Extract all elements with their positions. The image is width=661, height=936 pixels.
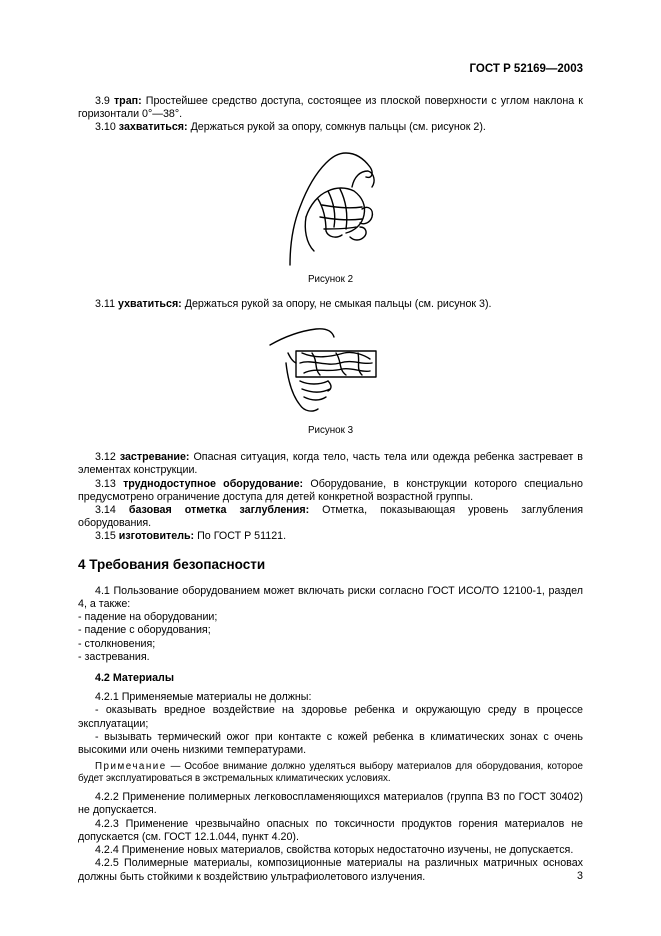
list-item: - падение на оборудовании; (78, 611, 218, 624)
term-number: 3.9 (95, 95, 110, 107)
term-title: застревание: (119, 451, 190, 464)
list-item: - вызывать термический ожог при контакте с кожей ребенка в климатических зонах с очень высокими или очень низкими температурами. (78, 730, 583, 757)
term-title: изготовитель: (118, 530, 195, 543)
term-title: захватиться: (118, 121, 188, 134)
figure-3 (78, 323, 583, 437)
list-item: - застревания. (78, 650, 150, 663)
term-title: базовая отметка заглубления: (128, 504, 310, 517)
page-number: 3 (577, 870, 583, 882)
note-label: Примечание (95, 761, 167, 773)
paragraph-4-2-4: 4.2.4 Применение новых материалов, свойства которых недостаточно изучены, не допускается. (95, 844, 574, 857)
figure-2 (78, 147, 583, 286)
term-number: 3.14 (95, 504, 116, 517)
hand-grip-closed-illustration (276, 147, 386, 267)
term-definition: Оборудование, в конструкции которого специально предусмотрено ограничение доступа для детей конкретной возрастной группы. (78, 477, 583, 503)
term-3-14 (78, 504, 583, 530)
paragraph-4-1: 4.1 Пользование оборудованием может включать риски согласно ГОСТ ИСО/ТО 12100-1, раздел 4, а также: (78, 584, 583, 611)
section-4-title: 4 Требования безопасности (78, 556, 266, 572)
term-title: трап: (113, 95, 142, 107)
standard-header: ГОСТ Р 52169—2003 (469, 63, 583, 75)
paragraph-4-2-2: 4.2.2 Применение полимерных легковоспламеняющихся материалов (группа В3 по ГОСТ 30402) не допускается. (78, 791, 583, 817)
figure-3-caption: Рисунок 3 (307, 425, 354, 437)
term-3-10 (78, 121, 583, 134)
term-definition: Опасная ситуация, когда тело, часть тела или одежда ребенка застревает в элементах конструкции. (78, 451, 583, 477)
term-3-13 (78, 478, 583, 504)
term-definition: Держаться рукой за опору, сомкнув пальцы (см. рисунок 2). (190, 121, 486, 134)
term-definition: Держаться рукой за опору, не смыкая пальцы (см. рисунок 3). (184, 297, 492, 310)
term-3-12 (78, 451, 583, 477)
term-title: ухватиться: (118, 297, 182, 310)
note-text: — Особое внимание должно уделяться выбору материалов для оборудования, которое будет эксплуатироваться в экстремальных климатических условиях. (78, 761, 583, 785)
term-number: 3.13 (95, 477, 116, 490)
hand-grip-open-illustration (266, 323, 396, 418)
term-3-9 (78, 95, 583, 121)
term-3-11 (78, 298, 583, 311)
term-3-15 (78, 530, 583, 543)
term-title: труднодоступное оборудование: (123, 477, 304, 490)
term-number: 3.11 (95, 297, 116, 310)
page-content (78, 95, 583, 884)
terms-list-2 (78, 451, 583, 543)
risk-list (78, 611, 583, 664)
note (78, 761, 583, 785)
term-definition: По ГОСТ Р 51121. (197, 530, 287, 543)
paragraph-4-2-5: 4.2.5 Полимерные материалы, композиционные материалы на различных матричных основах должны быть стойкими к воздействию ультрафиолетового излучения. (78, 857, 583, 883)
term-definition: Отметка, показывающая уровень заглубления оборудования. (78, 504, 583, 530)
list-item: - падение с оборудования; (78, 624, 211, 637)
term-number: 3.15 (95, 530, 116, 543)
term-definition: Простейшее средство доступа, состоящее из плоской поверхности с углом наклона к горизонтали 0°—38°. (78, 95, 583, 121)
list-item: - столкновения; (78, 637, 156, 650)
figure-2-caption: Рисунок 2 (307, 273, 354, 285)
paragraph-4-2-3: 4.2.3 Применение чрезвычайно опасных по токсичности продуктов горения материалов не допускается (см. ГОСТ 12.1.044, пункт 4.20). (78, 817, 583, 843)
term-number: 3.12 (95, 451, 116, 464)
paragraph-4-2-1: 4.2.1 Применяемые материалы не должны: (95, 691, 312, 704)
subsection-4-2-title: 4.2 Материалы (95, 672, 174, 685)
list-item: - оказывать вредное воздействие на здоровье ребенка и окружающую среду в процессе эксплуатации; (78, 704, 583, 730)
term-number: 3.10 (95, 121, 116, 134)
